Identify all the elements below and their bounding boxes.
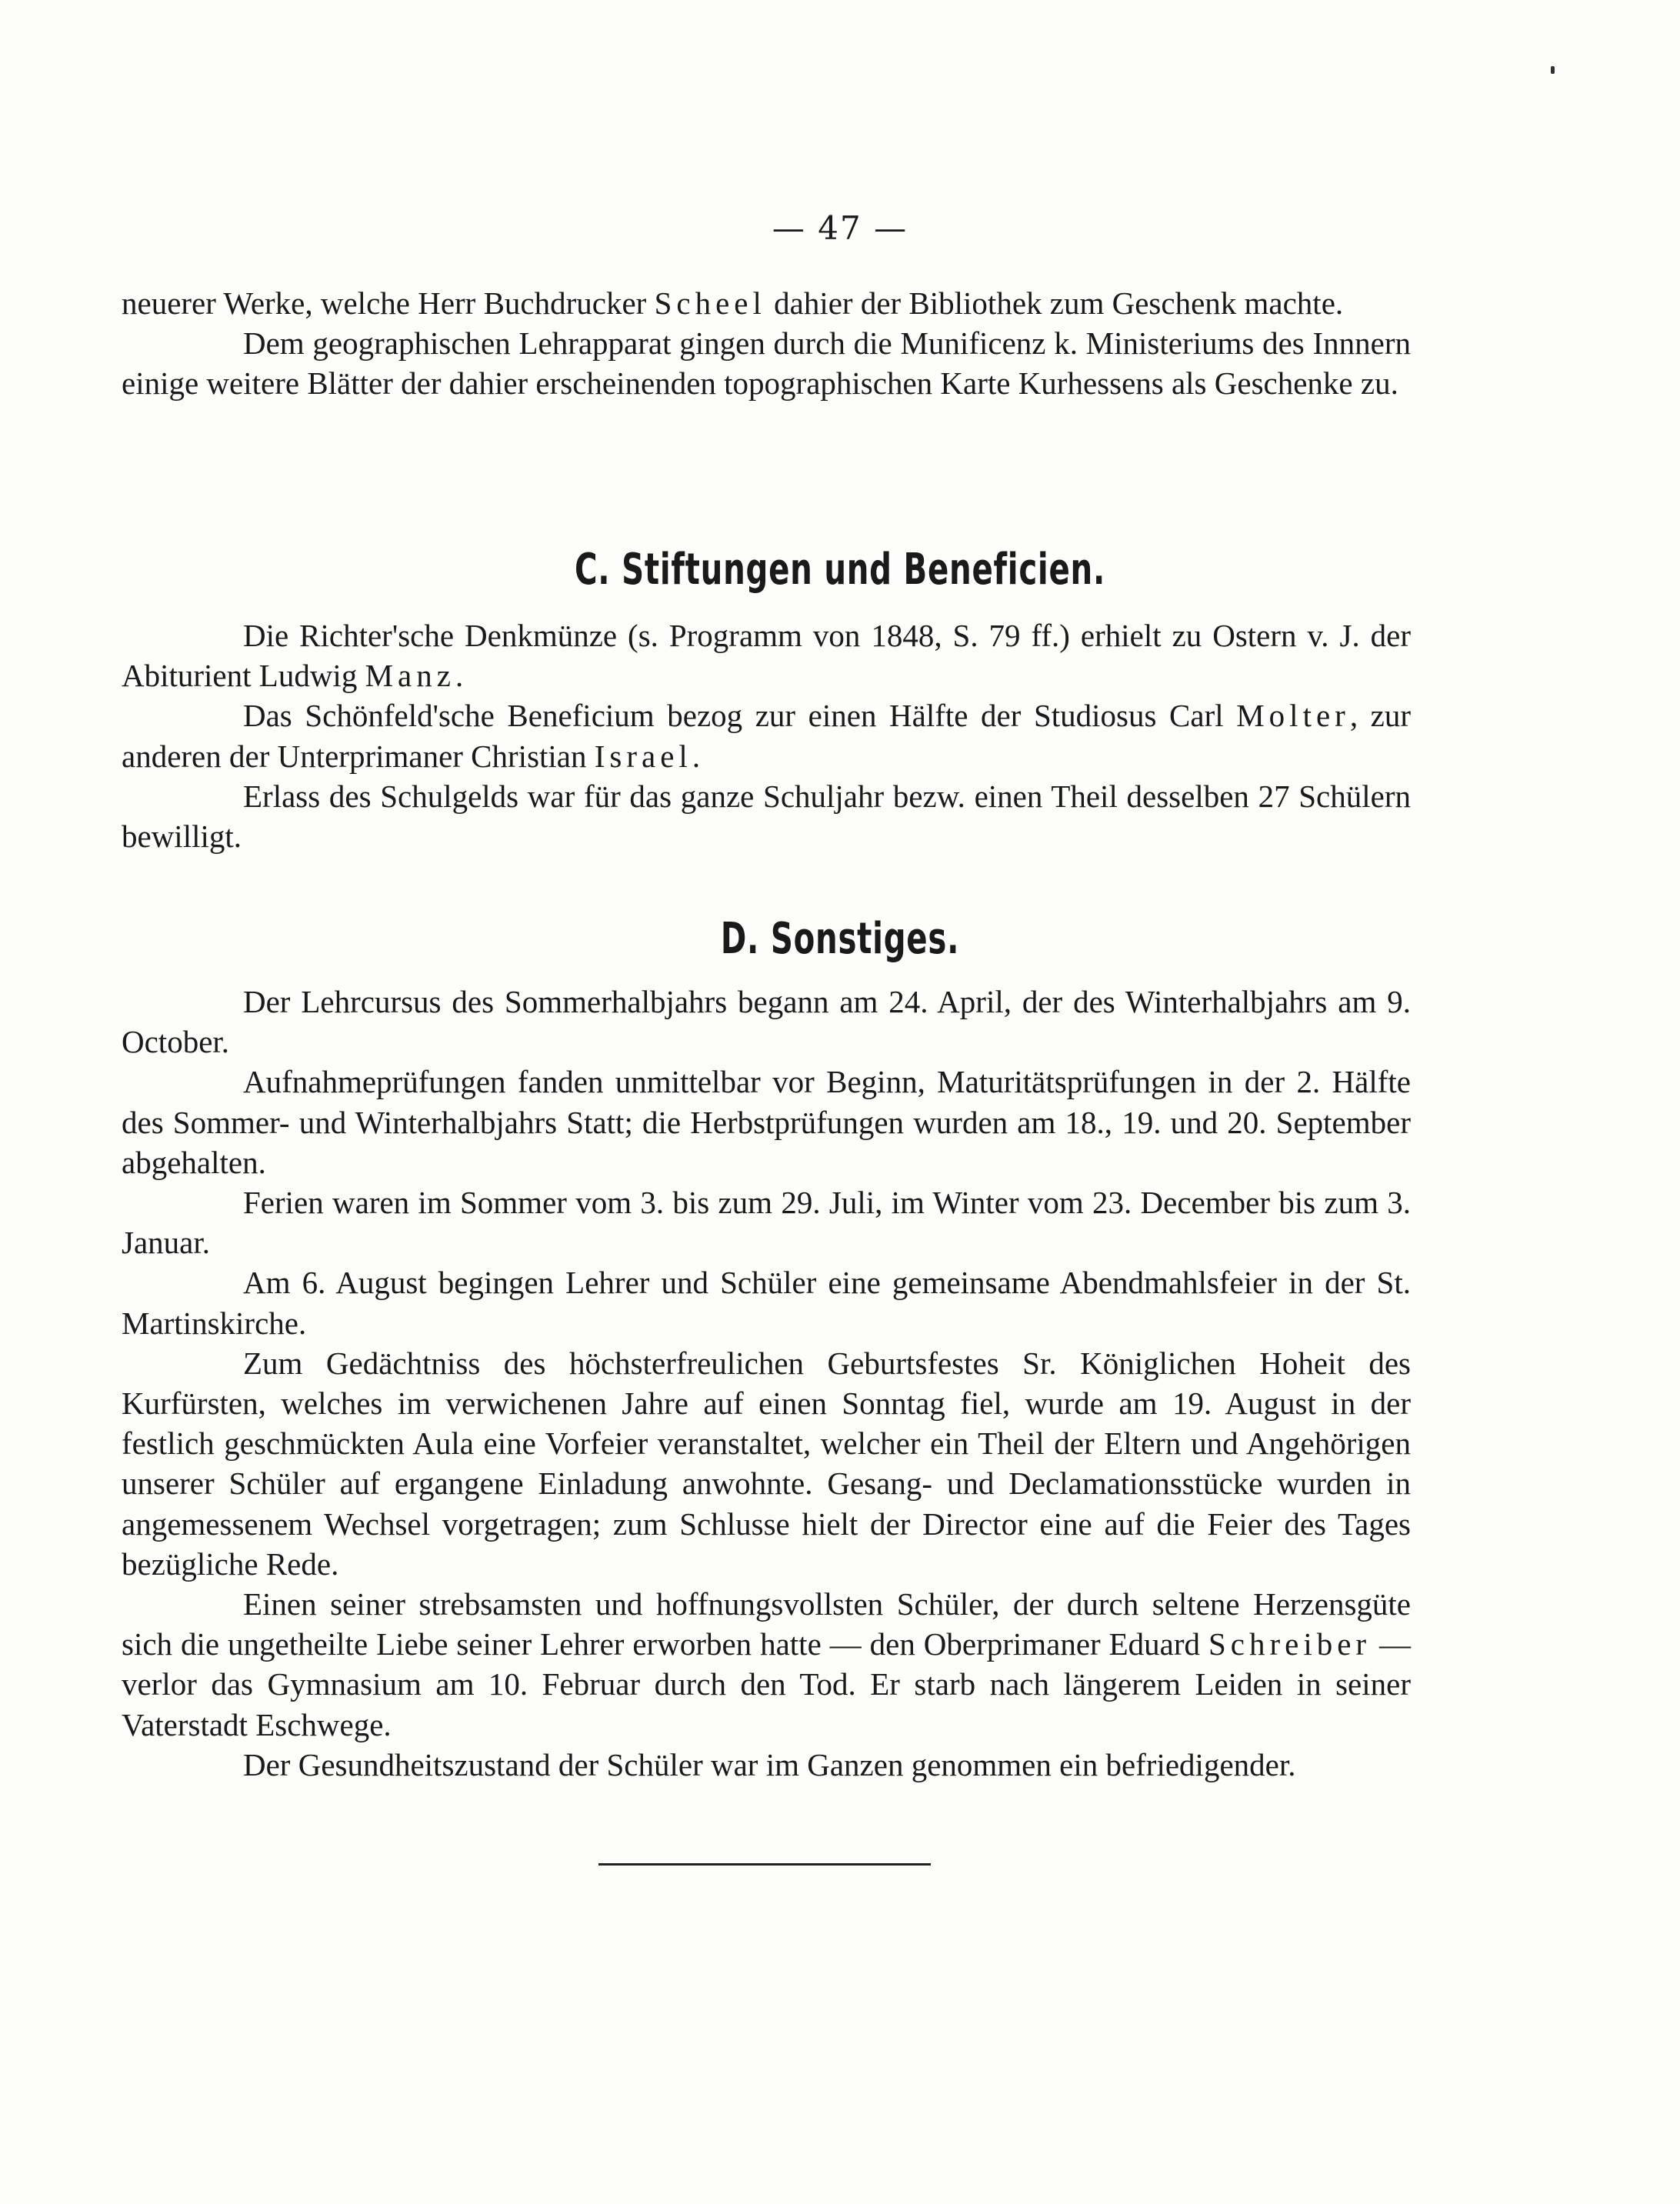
- paragraph: [122, 1745, 1411, 1785]
- spaced-name: Manz: [365, 658, 455, 694]
- text-run: Einen seiner strebsamsten und hoffnungsvollsten Schüler, der durch seltene Herzensgüte sich die ungetheilte Liebe seiner Lehrer erworben hatte — den Oberprimaner Eduard: [122, 1586, 1411, 1662]
- section-c-body: [122, 615, 1411, 856]
- paragraph: [122, 1584, 1411, 1745]
- print-speck: [1551, 66, 1555, 74]
- paragraph: [122, 1262, 1411, 1342]
- text-run: .: [455, 658, 464, 694]
- text-run: Ferien waren im Sommer vom 3. bis zum 29. Juli, im Winter vom 23. December bis zum 3. Januar.: [122, 1185, 1411, 1261]
- paragraph: [122, 982, 1411, 1062]
- spaced-name: Israel: [594, 738, 692, 774]
- text-run: neuerer Werke, welche Herr Buchdrucker: [122, 285, 655, 321]
- spaced-name: Schreiber: [1208, 1626, 1372, 1662]
- text-run: — verlor das Gymnasium am 10. Februar durch den Tod. Er starb nach längerem Leiden in seiner Vaterstadt Eschwege.: [122, 1626, 1411, 1742]
- section-b-continuation: [122, 283, 1411, 404]
- spaced-name: Scheel: [654, 285, 766, 321]
- paragraph: [122, 1182, 1411, 1262]
- spaced-name: Molter: [1236, 698, 1350, 734]
- paragraph: [122, 323, 1411, 403]
- paragraph: [122, 1062, 1411, 1182]
- text-run: Die Richter'sche Denkmünze (s. Programm von 1848, S. 79 ff.) erhielt zu Ostern v. J. der Abiturient Ludwig: [122, 618, 1411, 694]
- text-run: Am 6. August begingen Lehrer und Schüler eine gemeinsame Abendmahlsfeier in der St. Martinskirche.: [122, 1265, 1411, 1341]
- paragraph: [122, 695, 1411, 775]
- text-run: , zur anderen der Unterprimaner Christian: [122, 698, 1411, 774]
- text-run: Zum Gedächtniss des höchsterfreulichen Geburtsfestes Sr. Königlichen Hoheit des Kurfürsten, welches im verwichenen Jahre auf einen Sonntag fiel, wurde am 19. August in der festlich geschmückten Aula eine Vorfeier veranstaltet, welcher ein Theil der Eltern und Angehörigen unserer Schüler auf ergangene Einladung anwohnte. Gesang- und Declamationsstücke wurden in angemessenem Wechsel vorgetragen; zum Schlusse hielt der Director eine auf die Feier des Tages bezügliche Rede.: [122, 1345, 1411, 1582]
- heading-section-d: D. Sonstiges.: [720, 914, 960, 964]
- closing-rule: [598, 1863, 931, 1866]
- text-run: Erlass des Schulgelds war für das ganze Schuljahr bezw. einen Theil desselben 27 Schülern bewilligt.: [122, 778, 1411, 855]
- text-run: .: [692, 738, 701, 774]
- text-run: dahier der Bibliothek zum Geschenk machte.: [765, 285, 1344, 321]
- paragraph: [122, 776, 1411, 856]
- page-number: — 47 —: [772, 209, 908, 247]
- text-run: Der Lehrcursus des Sommerhalbjahrs begann am 24. April, der des Winterhalbjahrs am 9. October.: [122, 984, 1411, 1060]
- text-run: Das Schönfeld'sche Beneficium bezog zur einen Hälfte der Studiosus Carl: [243, 698, 1237, 734]
- section-d-body: [122, 982, 1411, 1785]
- heading-section-c: C. Stiftungen und Beneficien.: [574, 545, 1106, 595]
- paragraph: [122, 1343, 1411, 1584]
- paragraph: [122, 283, 1411, 323]
- text-run: Dem geographischen Lehrapparat gingen durch die Munificenz k. Ministeriums des Innnern einige weitere Blätter der dahier erscheinenden topographischen Karte Kurhessens als Geschenke zu.: [122, 325, 1411, 402]
- paragraph: [122, 615, 1411, 695]
- text-run: Der Gesundheitszustand der Schüler war im Ganzen genommen ein befriedigender.: [243, 1746, 1296, 1782]
- text-run: Aufnahmeprüfungen fanden unmittelbar vor Beginn, Maturitätsprüfungen in der 2. Hälfte des Sommer- und Winterhalbjahrs Statt; die Herbstprüfungen wurden am 18., 19. und 20. September abgehalten.: [122, 1064, 1411, 1180]
